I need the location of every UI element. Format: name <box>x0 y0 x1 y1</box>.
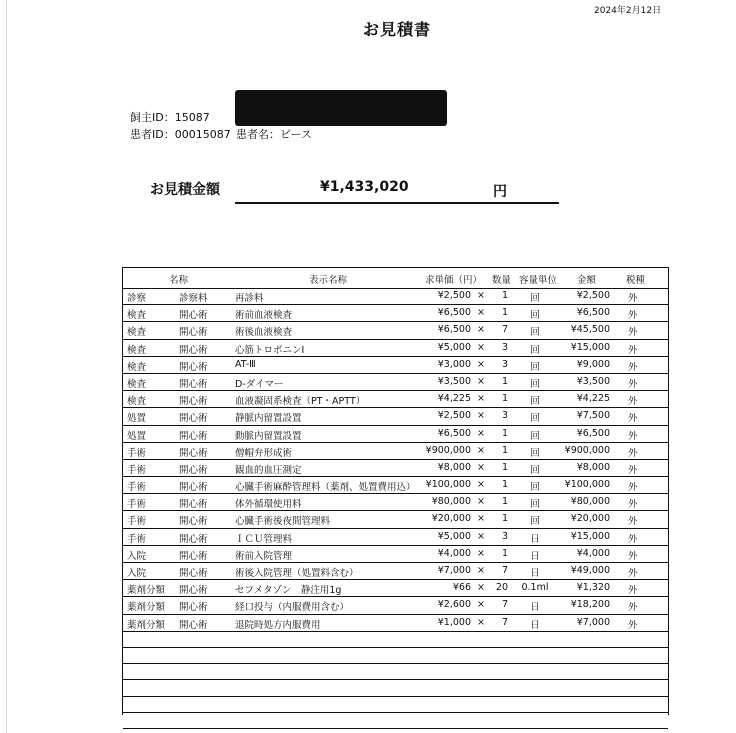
table-row <box>123 511 668 528</box>
table-row <box>123 597 668 614</box>
row-amount: ¥18,200 <box>570 599 610 611</box>
row-subcategory: 開心術 <box>179 378 208 390</box>
document-date: 2024年2月12日 <box>594 6 662 16</box>
row-amount: ¥900,000 <box>564 444 610 456</box>
row-times: × <box>477 307 485 319</box>
row-item-name: 術前入院管理 <box>235 550 293 562</box>
empty-row <box>123 648 668 664</box>
row-tax-type: 外 <box>628 327 638 339</box>
row-quantity: 1 <box>501 290 508 301</box>
header-price: 求単価（円） <box>425 275 483 286</box>
row-item-name: AT-Ⅲ <box>235 358 256 370</box>
table-row <box>123 288 668 305</box>
row-item-name: セフメタゾン 静注用1g <box>235 585 342 597</box>
row-quantity: 1 <box>501 547 508 559</box>
row-tax-type: 外 <box>628 499 638 511</box>
table-row <box>123 357 668 374</box>
owner-id: 飼主ID：15087 <box>130 111 210 124</box>
row-times: × <box>477 290 485 301</box>
row-amount: ¥3,500 <box>576 375 610 387</box>
row-amount: ¥7,500 <box>576 410 610 422</box>
row-times: × <box>477 530 485 542</box>
row-tax-type: 外 <box>628 550 638 562</box>
row-subcategory: 開心術 <box>179 516 208 528</box>
row-tax-type: 外 <box>628 533 638 545</box>
row-quantity: 20 <box>495 582 508 594</box>
row-amount: ¥100,000 <box>564 479 610 491</box>
row-quantity: 3 <box>501 341 508 353</box>
row-subcategory: 開心術 <box>179 396 208 408</box>
row-item-name: 心臓手術後夜間管理料 <box>235 516 331 528</box>
header-tax: 税種 <box>626 275 646 286</box>
row-category: 検査 <box>127 310 147 322</box>
table-row <box>123 322 668 339</box>
header-amount: 金額 <box>577 275 597 286</box>
row-tax-type: 外 <box>628 310 638 322</box>
patient-name: 患者名：ピース <box>236 128 313 141</box>
row-item-name: 僧帽弁形成術 <box>235 447 293 459</box>
row-item-name: 心臓手術麻酔管理料（薬剤、処置費用込） <box>235 482 416 494</box>
row-item-name: 体外循環使用料 <box>235 499 302 511</box>
row-times: × <box>477 479 485 491</box>
row-tax-type: 外 <box>628 293 638 304</box>
row-unit: 回 <box>530 447 540 459</box>
empty-row <box>123 713 668 729</box>
row-times: × <box>477 410 485 422</box>
row-unit: 回 <box>530 482 540 494</box>
row-subcategory: 開心術 <box>179 344 208 356</box>
row-amount: ¥4,000 <box>576 547 610 559</box>
row-amount: ¥2,500 <box>576 290 610 301</box>
row-unit: 日 <box>530 533 540 545</box>
row-category: 手術 <box>127 516 147 528</box>
row-category: 手術 <box>127 499 147 511</box>
row-quantity: 3 <box>501 410 508 422</box>
row-category: 薬剤分類 <box>127 585 166 597</box>
row-quantity: 3 <box>501 530 508 542</box>
row-times: × <box>477 444 485 456</box>
row-subcategory: 開心術 <box>179 413 208 425</box>
row-item-name: 経口投与（内服費用含む） <box>235 602 350 614</box>
row-quantity: 1 <box>501 461 508 473</box>
empty-row <box>123 664 668 680</box>
row-category: 手術 <box>127 533 147 545</box>
redaction-bar <box>235 90 447 126</box>
row-quantity: 1 <box>501 496 508 508</box>
row-unit-price: ¥1,000 <box>437 616 471 628</box>
row-unit: 回 <box>530 499 540 511</box>
row-unit: 回 <box>530 344 540 356</box>
row-times: × <box>477 599 485 611</box>
table-row <box>123 615 668 632</box>
row-unit: 日 <box>530 568 540 579</box>
row-item-name: 静脈内留置設置 <box>235 413 302 425</box>
table-row <box>123 477 668 494</box>
row-subcategory: 開心術 <box>179 499 208 511</box>
row-amount: ¥6,500 <box>576 427 610 439</box>
row-tax-type: 外 <box>628 585 638 597</box>
row-unit: 回 <box>530 516 540 528</box>
row-category: 入院 <box>127 568 147 579</box>
empty-row <box>123 697 668 713</box>
row-unit-price: ¥8,000 <box>437 461 471 473</box>
estimate-document <box>6 0 735 733</box>
row-tax-type: 外 <box>628 516 638 528</box>
row-times: × <box>477 341 485 353</box>
row-subcategory: 開心術 <box>179 464 208 476</box>
row-category: 薬剤分類 <box>127 602 166 614</box>
row-item-name: 観血的血圧測定 <box>235 464 302 476</box>
row-times: × <box>477 393 485 405</box>
row-category: 薬剤分類 <box>127 619 166 631</box>
row-item-name: 術後入院管理（処置料含む） <box>235 568 359 579</box>
row-category: 入院 <box>127 550 147 562</box>
row-tax-type: 外 <box>628 430 638 442</box>
row-unit-price: ¥6,500 <box>437 324 471 336</box>
row-quantity: 1 <box>501 513 508 525</box>
row-category: 診察 <box>127 293 147 304</box>
row-amount: ¥15,000 <box>570 341 610 353</box>
row-quantity: 3 <box>501 358 508 370</box>
table-row <box>123 426 668 443</box>
row-item-name: 術後血液検査 <box>235 327 293 339</box>
row-amount: ¥7,000 <box>576 616 610 628</box>
row-amount: ¥20,000 <box>570 513 610 525</box>
row-unit: 日 <box>530 550 540 562</box>
row-category: 検査 <box>127 344 147 356</box>
row-subcategory: 開心術 <box>179 550 208 562</box>
row-unit: 回 <box>530 464 540 476</box>
row-item-name: 再診料 <box>235 293 264 304</box>
row-item-name: 動脈内留置設置 <box>235 430 302 442</box>
row-tax-type: 外 <box>628 619 638 631</box>
row-category: 検査 <box>127 396 147 408</box>
row-tax-type: 外 <box>628 344 638 356</box>
header-qty: 数量 <box>492 275 512 286</box>
row-unit: 回 <box>530 293 540 304</box>
row-item-name: 血液凝固系検査（PT・APTT） <box>235 396 366 408</box>
row-times: × <box>477 324 485 336</box>
row-category: 処置 <box>127 430 147 442</box>
row-tax-type: 外 <box>628 482 638 494</box>
row-tax-type: 外 <box>628 396 638 408</box>
row-unit: 回 <box>530 327 540 339</box>
row-subcategory: 開心術 <box>179 568 208 579</box>
estimate-underline <box>235 202 559 204</box>
row-unit-price: ¥7,000 <box>437 565 471 576</box>
row-unit: 0.1ml <box>521 582 549 594</box>
row-quantity: 1 <box>501 479 508 491</box>
header-category: 名称 <box>169 275 189 286</box>
row-subcategory: 診察料 <box>179 293 208 304</box>
row-unit-price: ¥100,000 <box>425 479 471 491</box>
row-category: 手術 <box>127 464 147 476</box>
row-unit: 回 <box>530 378 540 390</box>
estimate-table <box>122 267 669 715</box>
header-unit: 容量単位 <box>519 275 558 286</box>
table-row <box>123 546 668 563</box>
row-amount: ¥45,500 <box>570 324 610 336</box>
table-row <box>123 460 668 477</box>
row-item-name: ＩＣＵ管理料 <box>235 533 293 545</box>
row-unit-price: ¥20,000 <box>431 513 471 525</box>
patient-id: 患者ID：00015087 <box>130 128 231 141</box>
row-tax-type: 外 <box>628 378 638 390</box>
table-row <box>123 305 668 322</box>
row-unit: 日 <box>530 602 540 614</box>
row-unit-price: ¥2,500 <box>437 410 471 422</box>
row-tax-type: 外 <box>628 464 638 476</box>
row-unit: 回 <box>530 361 540 373</box>
row-amount: ¥49,000 <box>570 565 610 576</box>
row-times: × <box>477 565 485 576</box>
row-unit-price: ¥66 <box>452 582 471 594</box>
row-times: × <box>477 461 485 473</box>
table-row <box>123 391 668 408</box>
row-unit-price: ¥6,500 <box>437 427 471 439</box>
row-category: 手術 <box>127 447 147 459</box>
row-unit: 回 <box>530 413 540 425</box>
row-subcategory: 開心術 <box>179 602 208 614</box>
row-amount: ¥15,000 <box>570 530 610 542</box>
row-amount: ¥4,225 <box>576 393 610 405</box>
row-times: × <box>477 547 485 559</box>
row-item-name: 心筋トロポニンI <box>235 344 305 356</box>
row-subcategory: 開心術 <box>179 533 208 545</box>
table-row <box>123 529 668 546</box>
row-times: × <box>477 427 485 439</box>
row-subcategory: 開心術 <box>179 619 208 631</box>
table-row <box>123 494 668 511</box>
row-unit: 日 <box>530 619 540 631</box>
row-subcategory: 開心術 <box>179 447 208 459</box>
row-item-name: 退院時処方内服費用 <box>235 619 321 631</box>
row-item-name: D-ダイマー <box>235 378 284 390</box>
row-category: 手術 <box>127 482 147 494</box>
row-unit-price: ¥4,225 <box>437 393 471 405</box>
row-unit: 回 <box>530 310 540 322</box>
row-quantity: 7 <box>501 616 508 628</box>
table-row <box>123 443 668 460</box>
row-category: 検査 <box>127 327 147 339</box>
row-amount: ¥1,320 <box>576 582 610 594</box>
table-body <box>123 288 668 729</box>
table-row <box>123 374 668 391</box>
row-quantity: 1 <box>501 427 508 439</box>
table-row <box>123 580 668 597</box>
row-unit-price: ¥5,000 <box>437 341 471 353</box>
row-amount: ¥80,000 <box>570 496 610 508</box>
row-tax-type: 外 <box>628 602 638 614</box>
row-times: × <box>477 513 485 525</box>
row-amount: ¥6,500 <box>576 307 610 319</box>
estimate-label: お見積金額 <box>150 182 220 198</box>
row-quantity: 1 <box>501 375 508 387</box>
table-row <box>123 340 668 357</box>
empty-row <box>123 680 668 696</box>
row-times: × <box>477 375 485 387</box>
row-unit: 回 <box>530 396 540 408</box>
row-category: 検査 <box>127 378 147 390</box>
row-unit-price: ¥2,500 <box>437 290 471 301</box>
row-subcategory: 開心術 <box>179 361 208 373</box>
row-unit-price: ¥4,000 <box>437 547 471 559</box>
row-tax-type: 外 <box>628 568 638 579</box>
table-header <box>123 268 668 289</box>
row-amount: ¥8,000 <box>576 461 610 473</box>
document-title: お見積書 <box>362 20 431 39</box>
table-row <box>123 408 668 425</box>
row-tax-type: 外 <box>628 413 638 425</box>
row-unit-price: ¥80,000 <box>431 496 471 508</box>
header-name: 表示名称 <box>309 275 348 286</box>
empty-row <box>123 632 668 648</box>
row-subcategory: 開心術 <box>179 310 208 322</box>
estimate-amount: ¥1,433,020 <box>320 179 409 195</box>
estimate-yen: 円 <box>493 184 507 200</box>
row-quantity: 1 <box>501 307 508 319</box>
row-unit-price: ¥6,500 <box>437 307 471 319</box>
row-quantity: 7 <box>501 565 508 576</box>
row-times: × <box>477 582 485 594</box>
row-unit-price: ¥900,000 <box>425 444 471 456</box>
row-tax-type: 外 <box>628 447 638 459</box>
row-quantity: 7 <box>501 599 508 611</box>
row-unit-price: ¥5,000 <box>437 530 471 542</box>
row-quantity: 7 <box>501 324 508 336</box>
table-row <box>123 563 668 580</box>
row-subcategory: 開心術 <box>179 430 208 442</box>
row-quantity: 1 <box>501 444 508 456</box>
row-unit-price: ¥3,500 <box>437 375 471 387</box>
row-unit-price: ¥3,000 <box>437 358 471 370</box>
row-times: × <box>477 616 485 628</box>
row-category: 検査 <box>127 361 147 373</box>
row-unit: 回 <box>530 430 540 442</box>
row-category: 処置 <box>127 413 147 425</box>
row-times: × <box>477 358 485 370</box>
row-quantity: 1 <box>501 393 508 405</box>
row-unit-price: ¥2,600 <box>437 599 471 611</box>
row-times: × <box>477 496 485 508</box>
row-subcategory: 開心術 <box>179 585 208 597</box>
row-subcategory: 開心術 <box>179 327 208 339</box>
row-tax-type: 外 <box>628 361 638 373</box>
row-subcategory: 開心術 <box>179 482 208 494</box>
row-item-name: 術前血液検査 <box>235 310 293 322</box>
row-amount: ¥9,000 <box>576 358 610 370</box>
